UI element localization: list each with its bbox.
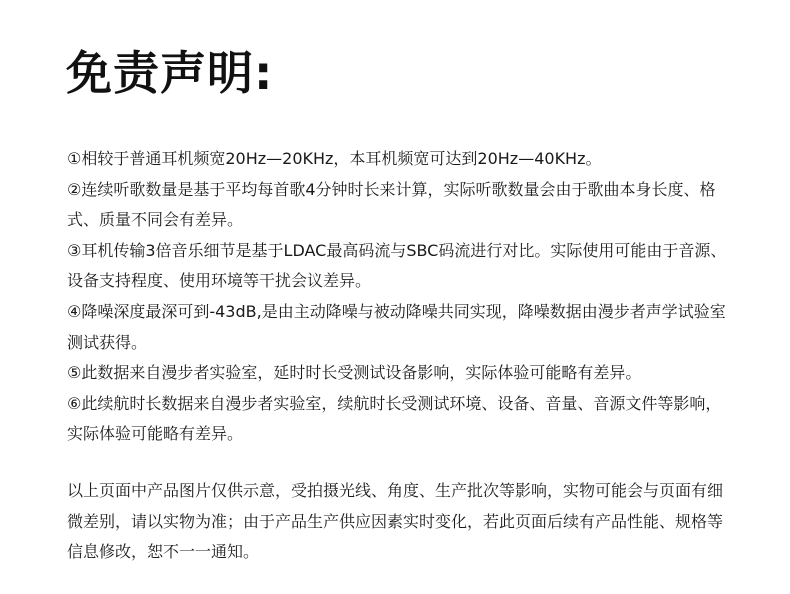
footer-note: 以上页面中产品图片仅供示意，受拍摄光线、角度、生产批次等影响，实物可能会与页面有细微差别，请以实物为准；由于产品生产供应因素实时变化，若此页面后续有产品性能、规格等信息修改，恕不一一通知。 bbox=[67, 481, 724, 561]
disclaimer-item-4: ④降噪深度最深可到-43dB,是由主动降噪与被动降噪共同实现，降噪数据由漫步者声学试验室测试获得。 bbox=[67, 301, 726, 352]
disclaimer-item-6: ⑥此续航时长数据来自漫步者实验室，续航时长受测试环境、设备、音量、音源文件等影响，实际体验可能略有差异。 bbox=[67, 393, 722, 444]
disclaimer-item-2: ②连续听歌数量是基于平均每首歌4分钟时长来计算，实际听歌数量会由于歌曲本身长度、格式、质量不同会有差异。 bbox=[67, 179, 716, 230]
disclaimer-item-5: ⑤此数据来自漫步者实验室，延时时长受测试设备影响，实际体验可能略有差异。 bbox=[67, 363, 642, 383]
disclaimer-item-1: ①相较于普通耳机频宽20Hz—20KHz，本耳机频宽可达到20Hz—40KHz。 bbox=[67, 149, 602, 168]
disclaimer-list bbox=[67, 144, 731, 450]
page-title: 免责声明: bbox=[66, 46, 274, 100]
disclaimer-item-3: ③耳机传输3倍音乐细节是基于LDAC最高码流与SBC码流进行对比。实际使用可能由于音源、设备支持程度、使用环境等干扰会议差异。 bbox=[67, 240, 727, 291]
